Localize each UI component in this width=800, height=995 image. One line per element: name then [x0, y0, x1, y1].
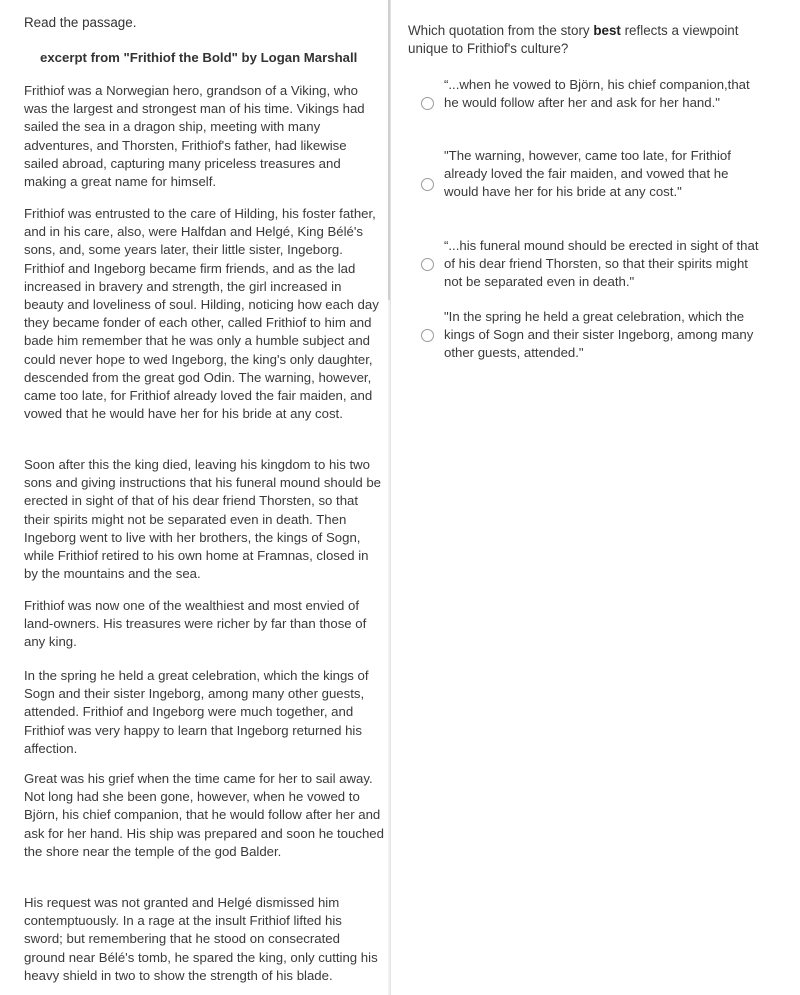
passage-panel[interactable]	[0, 0, 391, 995]
passage-paragraph: In the spring he held a great celebration, which the kings of Sogn and their sister Ingeborg, among many other guests, attended. Frithiof and Ingeborg were much together, and Frithiof was very happy to learn that Ingeborg returned his affection.	[24, 668, 369, 756]
passage-paragraph: Frithiof was now one of the wealthiest and most envied of land-owners. His treasures were richer by far than those of any king.	[24, 598, 367, 650]
passage-scrollbar[interactable]	[388, 0, 390, 995]
radio-button[interactable]	[421, 178, 434, 191]
passage-paragraph: Frithiof was a Norwegian hero, grandson of a Viking, who was the largest and strongest man of his time. Vikings had sailed the sea in a dragon ship, meeting with many adventures, and Thorsten, Frithiof's father, had likewise sailed abroad, capturing many priceless treasures and making a great name for himself.	[24, 83, 365, 190]
passage-scroll-area[interactable]	[0, 0, 389, 995]
answer-choice-a[interactable]	[392, 76, 792, 132]
radio-button[interactable]	[421, 258, 434, 271]
question-text-before: Which quotation from the story	[408, 23, 594, 38]
passage-paragraph: Frithiof was entrusted to the care of Hilding, his foster father, and in his care, also, were Halfdan and Helgé, King Bélé's sons, and, some years later, their little sister, Ingeborg. Frithiof and Ingeborg became firm friends, and as the lad increased in bravery and strength, the girl increased in beauty and loveliness of soul. Hilding, noticing how each day they became fonder of each other, called Frithiof to him and bade him remember that he was only a humble subject and could never hope to wed Ingeborg, the king's only daughter, descended from the great god Odin. The warning, however, came too late, for Frithiof already loved the fair maiden, and vowed that he would have her for his bride at any cost.	[24, 206, 379, 422]
question-prompt	[408, 22, 768, 59]
question-emphasis: best	[593, 23, 621, 38]
passage-scrollbar-thumb[interactable]	[388, 0, 390, 300]
answer-choice-c[interactable]	[392, 237, 792, 293]
question-panel	[392, 0, 800, 995]
passage-instruction: Read the passage.	[24, 15, 137, 30]
answer-choice-b[interactable]	[392, 147, 792, 221]
passage-paragraph: Great was his grief when the time came for her to sail away. Not long had she been gone, however, when he vowed to Björn, his chief companion, that he would follow after her and ask for her hand. His ship was prepared and soon he touched the shore near the temple of the god Balder.	[24, 771, 384, 859]
answer-choice-d[interactable]	[392, 308, 792, 364]
passage-paragraph: Soon after this the king died, leaving his kingdom to his two sons and giving instructions that his funeral mound should be erected in sight of that of his dear friend Thorsten, so that their spirits might not be separated even in death. Then Ingeborg went to live with her brothers, the kings of Sogn, while Frithiof retired to his own home at Framnas, closed in by the mountains and the sea.	[24, 457, 382, 582]
answer-choice-text: "The warning, however, came too late, for Frithiof already loved the fair maiden, and vowed that he would have her for his bride at any cost."	[444, 148, 731, 200]
question-text-after: reflects a viewpoint unique to Frithiof's culture?	[408, 23, 739, 57]
answer-choice-text: "In the spring he held a great celebration, which the kings of Sogn and their sister Ingeborg, among many other guests, attended."	[444, 309, 754, 361]
answer-choice-text: “...his funeral mound should be erected in sight of that of his dear friend Thorsten, so that their spirits might not be separated even in death."	[444, 238, 759, 290]
radio-button[interactable]	[421, 97, 434, 110]
passage-paragraph: His request was not granted and Helgé dismissed him contemptuously. In a rage at the insult Frithiof lifted his sword; but remembering that he stood on consecrated ground near Bélé's tomb, he spared the king, only cutting his heavy shield in two to show the strength of his blade.	[24, 895, 378, 983]
radio-button[interactable]	[421, 329, 434, 342]
passage-title: excerpt from "Frithiof the Bold" by Logan Marshall	[40, 50, 358, 65]
answer-choice-text: “...when he vowed to Björn, his chief companion,that he would follow after her and ask for her hand."	[444, 77, 750, 111]
